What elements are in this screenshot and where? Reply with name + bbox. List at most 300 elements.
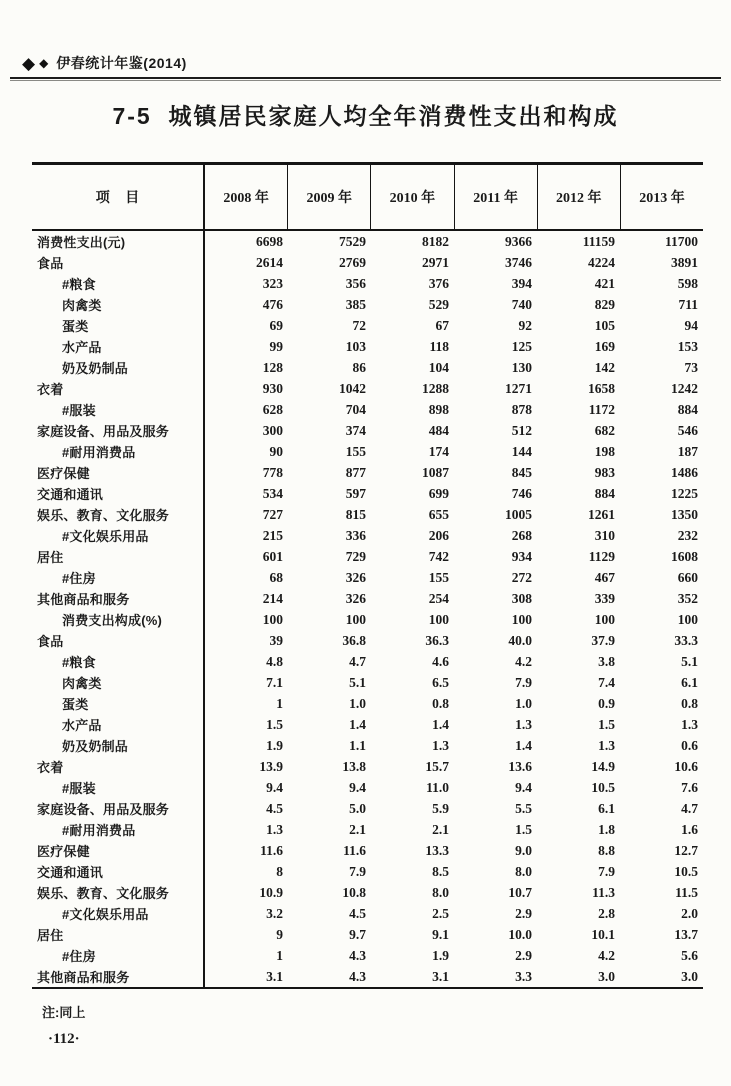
cell-value: 699 <box>428 485 449 501</box>
cell-value: 155 <box>428 569 449 585</box>
cell-value: 326 <box>345 590 366 606</box>
row-label: 食品 <box>32 630 205 651</box>
cell-value: 930 <box>262 380 283 396</box>
cell-value: 308 <box>511 590 532 606</box>
table-row <box>32 273 703 294</box>
cell-value: 7.9 <box>349 863 366 879</box>
cell-value: 3.0 <box>681 968 698 984</box>
table-row <box>32 840 703 861</box>
cell-value: 4.8 <box>266 653 283 669</box>
cell-value: 1242 <box>671 380 698 396</box>
cell-value: 4.2 <box>515 653 532 669</box>
cell-value: 4.7 <box>681 800 698 816</box>
cell-value: 4.5 <box>349 905 366 921</box>
cell-value: 3.1 <box>432 968 449 984</box>
table-row <box>32 651 703 672</box>
cell-value: 1271 <box>505 380 532 396</box>
cell-value: 1.6 <box>681 821 698 837</box>
cell-value: 10.5 <box>591 779 615 795</box>
cell-value: 7.9 <box>515 674 532 690</box>
table-row <box>32 798 703 819</box>
cell-value: 100 <box>594 611 615 627</box>
cell-value: 300 <box>262 422 283 438</box>
cell-value: 198 <box>594 443 615 459</box>
cell-value: 254 <box>428 590 449 606</box>
cell-value: 13.3 <box>425 842 449 858</box>
statistics-table <box>32 162 703 989</box>
cell-value: 8182 <box>422 233 449 249</box>
cell-value: 0.9 <box>598 695 615 711</box>
cell-value: 8.5 <box>432 863 449 879</box>
cell-value: 1288 <box>422 380 449 396</box>
row-label: 其他商品和服务 <box>32 588 205 609</box>
cell-value: 1.3 <box>681 716 698 732</box>
cell-value: 9.1 <box>432 926 449 942</box>
cell-value: 3.3 <box>515 968 532 984</box>
cell-value: 39 <box>269 632 283 648</box>
cell-value: 5.9 <box>432 800 449 816</box>
table-body <box>32 231 703 987</box>
masthead <box>22 53 187 73</box>
table-row <box>32 714 703 735</box>
cell-value: 169 <box>594 338 615 354</box>
cell-value: 326 <box>345 569 366 585</box>
cell-value: 546 <box>677 422 698 438</box>
cell-value: 1261 <box>588 506 615 522</box>
year-column-header: 2013 年 <box>639 191 685 206</box>
table-row <box>32 630 703 651</box>
cell-value: 8.8 <box>598 842 615 858</box>
cell-value: 1350 <box>671 506 698 522</box>
cell-value: 934 <box>511 548 532 564</box>
table-row <box>32 483 703 504</box>
year-column-header: 2012 年 <box>538 165 621 229</box>
cell-value: 421 <box>594 275 615 291</box>
row-label: 家庭设备、用品及服务 <box>32 798 205 819</box>
cell-value: 10.5 <box>674 863 698 879</box>
cell-value: 3.2 <box>266 905 283 921</box>
cell-value: 11.6 <box>260 842 283 858</box>
cell-value: 1129 <box>588 548 615 564</box>
year-column-header: 2011 年 <box>455 165 538 229</box>
cell-value: 1.0 <box>349 695 366 711</box>
cell-value: 67 <box>435 317 449 333</box>
masthead-divider <box>10 77 721 81</box>
cell-value: 8 <box>276 863 283 879</box>
diamond-icon: ◆ <box>39 56 49 70</box>
row-label: 医疗保健 <box>32 462 205 483</box>
cell-value: 11.6 <box>343 842 366 858</box>
cell-value: 125 <box>511 338 532 354</box>
cell-value: 232 <box>677 527 698 543</box>
cell-value: 2614 <box>256 254 283 270</box>
cell-value: 8.0 <box>432 884 449 900</box>
cell-value: 729 <box>345 548 366 564</box>
item-column-header: 项 目 <box>32 165 205 229</box>
cell-value: 118 <box>429 338 449 354</box>
table-row <box>32 945 703 966</box>
cell-value: 2.9 <box>515 905 532 921</box>
table-row <box>32 966 703 987</box>
row-label: 交通和通讯 <box>32 483 205 504</box>
cell-value: 1.5 <box>598 716 615 732</box>
row-label: 交通和通讯 <box>32 861 205 882</box>
row-label: 奶及奶制品 <box>32 735 205 756</box>
cell-value: 130 <box>511 359 532 375</box>
table-row <box>32 903 703 924</box>
table-row <box>32 252 703 273</box>
row-label: 消费性支出(元) <box>32 231 205 252</box>
cell-value: 746 <box>511 485 532 501</box>
cell-value: 1.0 <box>515 695 532 711</box>
cell-value: 5.5 <box>515 800 532 816</box>
cell-value: 104 <box>428 359 449 375</box>
cell-value: 376 <box>428 275 449 291</box>
cell-value: 2.9 <box>515 947 532 963</box>
cell-value: 1658 <box>588 380 615 396</box>
cell-value: 103 <box>345 338 366 354</box>
table-row <box>32 441 703 462</box>
cell-value: 598 <box>677 275 698 291</box>
cell-value: 323 <box>262 275 283 291</box>
cell-value: 100 <box>511 611 532 627</box>
cell-value: 983 <box>594 464 615 480</box>
row-label: 其他商品和服务 <box>32 966 205 987</box>
cell-value: 15.7 <box>425 758 449 774</box>
cell-value: 374 <box>345 422 366 438</box>
cell-value: 628 <box>262 401 283 417</box>
cell-value: 11159 <box>582 233 615 249</box>
cell-value: 742 <box>428 548 449 564</box>
cell-value: 682 <box>594 422 615 438</box>
cell-value: 10.1 <box>591 926 615 942</box>
cell-value: 12.7 <box>674 842 698 858</box>
cell-value: 3.1 <box>266 968 283 984</box>
cell-value: 352 <box>677 590 698 606</box>
cell-value: 385 <box>345 296 366 312</box>
cell-value: 6.1 <box>598 800 615 816</box>
page-title: 7-5 城镇居民家庭人均全年消费性支出和构成 <box>112 103 619 129</box>
cell-value: 1486 <box>671 464 698 480</box>
cell-value: 9.0 <box>515 842 532 858</box>
year-column-header: 2009 年 <box>288 165 371 229</box>
row-label: #文化娱乐用品 <box>32 903 205 924</box>
table-row <box>32 924 703 945</box>
cell-value: 778 <box>262 464 283 480</box>
row-label: #服装 <box>32 399 205 420</box>
cell-value: 727 <box>262 506 283 522</box>
cell-value: 884 <box>677 401 698 417</box>
table-row <box>32 231 703 252</box>
cell-value: 100 <box>677 611 698 627</box>
cell-value: 7529 <box>339 233 366 249</box>
table-row <box>32 336 703 357</box>
cell-value: 4.2 <box>598 947 615 963</box>
table-row <box>32 378 703 399</box>
table-row <box>32 735 703 756</box>
cell-value: 100 <box>428 611 449 627</box>
cell-value: 7.6 <box>681 779 698 795</box>
table-row <box>32 609 703 630</box>
page-number: ·112· <box>48 1031 80 1047</box>
cell-value: 187 <box>677 443 698 459</box>
cell-value: 1.4 <box>349 716 366 732</box>
row-label: 食品 <box>32 252 205 273</box>
cell-value: 6698 <box>256 233 283 249</box>
cell-value: 155 <box>345 443 366 459</box>
row-label: 水产品 <box>32 714 205 735</box>
cell-value: 356 <box>345 275 366 291</box>
cell-value: 0.8 <box>681 695 698 711</box>
cell-value: 336 <box>345 527 366 543</box>
cell-value: 1.5 <box>266 716 283 732</box>
row-label: 衣着 <box>32 756 205 777</box>
cell-value: 5.1 <box>681 653 698 669</box>
cell-value: 33.3 <box>674 632 698 648</box>
cell-value: 11700 <box>664 233 698 249</box>
row-label: 蛋类 <box>32 693 205 714</box>
cell-value: 215 <box>262 527 283 543</box>
cell-value: 1225 <box>671 485 698 501</box>
cell-value: 1.3 <box>515 716 532 732</box>
table-row <box>32 588 703 609</box>
cell-value: 711 <box>678 296 698 312</box>
cell-value: 6.5 <box>432 674 449 690</box>
cell-value: 1.3 <box>432 737 449 753</box>
row-label: #文化娱乐用品 <box>32 525 205 546</box>
cell-value: 9.4 <box>515 779 532 795</box>
cell-value: 1608 <box>671 548 698 564</box>
cell-value: 1005 <box>505 506 532 522</box>
cell-value: 92 <box>518 317 532 333</box>
cell-value: 3746 <box>505 254 532 270</box>
cell-value: 11.3 <box>592 884 615 900</box>
row-label: 奶及奶制品 <box>32 357 205 378</box>
cell-value: 174 <box>428 443 449 459</box>
cell-value: 11.5 <box>675 884 698 900</box>
cell-value: 13.9 <box>259 758 283 774</box>
year-column-header: 2008 年 <box>205 165 288 229</box>
cell-value: 86 <box>352 359 366 375</box>
cell-value: 9 <box>276 926 283 942</box>
cell-value: 144 <box>511 443 532 459</box>
cell-value: 2.5 <box>432 905 449 921</box>
cell-value: 9.4 <box>266 779 283 795</box>
row-label: #耐用消费品 <box>32 819 205 840</box>
cell-value: 878 <box>511 401 532 417</box>
cell-value: 1.5 <box>515 821 532 837</box>
cell-value: 94 <box>684 317 698 333</box>
diamond-icon: ◆ <box>22 53 36 73</box>
cell-value: 73 <box>684 359 698 375</box>
cell-value: 1 <box>276 947 283 963</box>
cell-value: 214 <box>262 590 283 606</box>
cell-value: 100 <box>345 611 366 627</box>
row-label: 肉禽类 <box>32 294 205 315</box>
cell-value: 14.9 <box>591 758 615 774</box>
cell-value: 2.0 <box>681 905 698 921</box>
cell-value: 10.8 <box>342 884 366 900</box>
cell-value: 3.8 <box>598 653 615 669</box>
cell-value: 898 <box>428 401 449 417</box>
cell-value: 90 <box>269 443 283 459</box>
cell-value: 467 <box>594 569 615 585</box>
table-row <box>32 525 703 546</box>
cell-value: 5.0 <box>349 800 366 816</box>
cell-value: 7.9 <box>598 863 615 879</box>
row-label: 医疗保健 <box>32 840 205 861</box>
cell-value: 10.0 <box>508 926 532 942</box>
table-row <box>32 399 703 420</box>
row-label: 居住 <box>32 546 205 567</box>
cell-value: 484 <box>428 422 449 438</box>
row-label: 衣着 <box>32 378 205 399</box>
table-row <box>32 504 703 525</box>
cell-value: 37.9 <box>591 632 615 648</box>
year-column-header: 2010 年 <box>371 165 454 229</box>
cell-value: 1.8 <box>598 821 615 837</box>
cell-value: 13.8 <box>342 758 366 774</box>
table-row <box>32 756 703 777</box>
cell-value: 6.1 <box>681 674 698 690</box>
row-label: 肉禽类 <box>32 672 205 693</box>
table-row <box>32 882 703 903</box>
cell-value: 153 <box>677 338 698 354</box>
cell-value: 7.4 <box>598 674 615 690</box>
cell-value: 9.7 <box>349 926 366 942</box>
row-label: 水产品 <box>32 336 205 357</box>
cell-value: 4.6 <box>432 653 449 669</box>
row-label: #服装 <box>32 777 205 798</box>
cell-value: 3891 <box>671 254 698 270</box>
cell-value: 740 <box>511 296 532 312</box>
cell-value: 1 <box>276 695 283 711</box>
cell-value: 1.3 <box>266 821 283 837</box>
cell-value: 11.0 <box>426 779 449 795</box>
cell-value: 3.0 <box>598 968 615 984</box>
cell-value: 1172 <box>588 401 615 417</box>
masthead-title: 伊春统计年鉴(2014) <box>56 55 187 71</box>
cell-value: 10.7 <box>508 884 532 900</box>
cell-value: 601 <box>262 548 283 564</box>
cell-value: 0.6 <box>681 737 698 753</box>
table-row <box>32 777 703 798</box>
cell-value: 845 <box>511 464 532 480</box>
table-row <box>32 546 703 567</box>
table-footnote: 注:同上 <box>42 1005 86 1020</box>
table-header-row <box>32 165 703 231</box>
cell-value: 5.6 <box>681 947 698 963</box>
table-row <box>32 819 703 840</box>
table-row <box>32 567 703 588</box>
cell-value: 10.6 <box>674 758 698 774</box>
cell-value: 476 <box>262 296 283 312</box>
table-row <box>32 672 703 693</box>
cell-value: 10.9 <box>259 884 283 900</box>
cell-value: 1042 <box>339 380 366 396</box>
row-label: 消费支出构成(%) <box>32 609 205 630</box>
cell-value: 99 <box>269 338 283 354</box>
cell-value: 36.8 <box>342 632 366 648</box>
cell-value: 1.4 <box>432 716 449 732</box>
row-label: 娱乐、教育、文化服务 <box>32 504 205 525</box>
row-label: #住房 <box>32 567 205 588</box>
table-row <box>32 357 703 378</box>
cell-value: 597 <box>345 485 366 501</box>
cell-value: 5.1 <box>349 674 366 690</box>
cell-value: 655 <box>428 506 449 522</box>
cell-value: 534 <box>262 485 283 501</box>
cell-value: 8.0 <box>515 863 532 879</box>
cell-value: 1.1 <box>349 737 366 753</box>
row-label: #耐用消费品 <box>32 441 205 462</box>
cell-value: 4.7 <box>349 653 366 669</box>
cell-value: 142 <box>594 359 615 375</box>
cell-value: 829 <box>594 296 615 312</box>
row-label: 蛋类 <box>32 315 205 336</box>
cell-value: 7.1 <box>266 674 283 690</box>
cell-value: 884 <box>594 485 615 501</box>
cell-value: 9366 <box>505 233 532 249</box>
cell-value: 272 <box>511 569 532 585</box>
cell-value: 4.5 <box>266 800 283 816</box>
cell-value: 512 <box>511 422 532 438</box>
cell-value: 0.8 <box>432 695 449 711</box>
cell-value: 2.8 <box>598 905 615 921</box>
row-label: #粮食 <box>32 273 205 294</box>
cell-value: 1.4 <box>515 737 532 753</box>
cell-value: 4.3 <box>349 968 366 984</box>
row-label: #粮食 <box>32 651 205 672</box>
cell-value: 704 <box>345 401 366 417</box>
table-row <box>32 861 703 882</box>
cell-value: 2971 <box>422 254 449 270</box>
cell-value: 268 <box>511 527 532 543</box>
table-row <box>32 693 703 714</box>
cell-value: 72 <box>352 317 366 333</box>
row-label: 家庭设备、用品及服务 <box>32 420 205 441</box>
table-row <box>32 420 703 441</box>
cell-value: 2769 <box>339 254 366 270</box>
cell-value: 69 <box>269 317 283 333</box>
cell-value: 128 <box>262 359 283 375</box>
cell-value: 4224 <box>588 254 615 270</box>
row-label: #住房 <box>32 945 205 966</box>
table-row <box>32 315 703 336</box>
table-row <box>32 294 703 315</box>
row-label: 娱乐、教育、文化服务 <box>32 882 205 903</box>
cell-value: 206 <box>428 527 449 543</box>
row-label: 居住 <box>32 924 205 945</box>
cell-value: 9.4 <box>349 779 366 795</box>
cell-value: 1.3 <box>598 737 615 753</box>
cell-value: 1.9 <box>432 947 449 963</box>
cell-value: 2.1 <box>349 821 366 837</box>
cell-value: 1.9 <box>266 737 283 753</box>
cell-value: 13.7 <box>674 926 698 942</box>
cell-value: 13.6 <box>508 758 532 774</box>
cell-value: 36.3 <box>425 632 449 648</box>
cell-value: 529 <box>428 296 449 312</box>
cell-value: 2.1 <box>432 821 449 837</box>
cell-value: 310 <box>594 527 615 543</box>
cell-value: 1087 <box>422 464 449 480</box>
cell-value: 105 <box>594 317 615 333</box>
cell-value: 877 <box>345 464 366 480</box>
cell-value: 660 <box>677 569 698 585</box>
cell-value: 394 <box>511 275 532 291</box>
cell-value: 4.3 <box>349 947 366 963</box>
